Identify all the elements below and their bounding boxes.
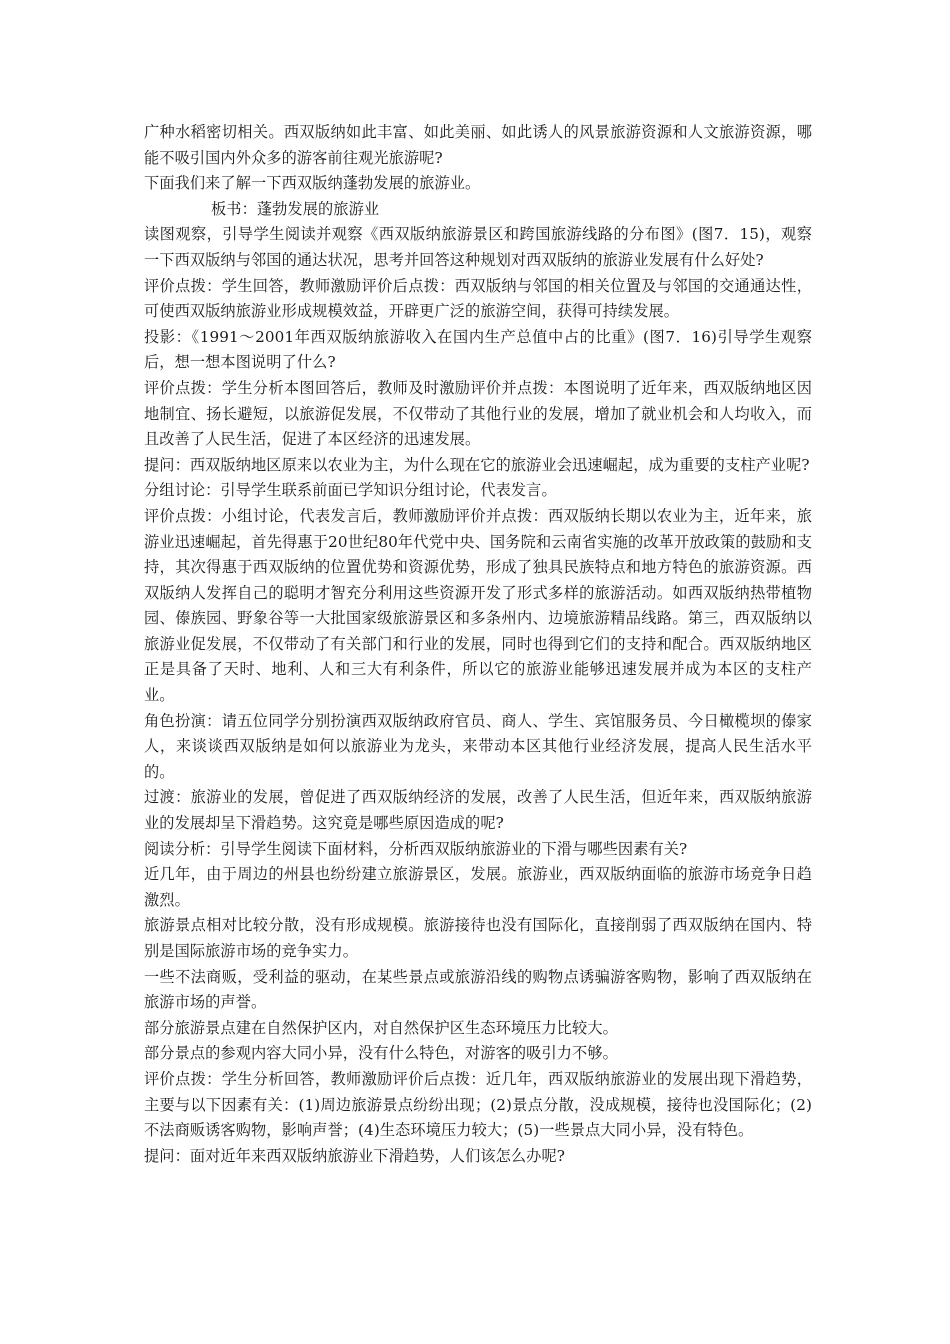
paragraph: 评价点拨：学生回答，教师激励评价后点拨：西双版纳与邻国的相关位置及与邻国的交通通达性，可使西双版纳旅游业形成规模效益，开辟更广泛的旅游空间，获得可持续发展。 — [144, 276, 812, 321]
paragraph: 一些不法商贩，受利益的驱动，在某些景点或旅游沿线的购物点诱骗游客购物，影响了西双版纳在旅游市场的声誉。 — [144, 967, 812, 1012]
paragraph: 部分景点的参观内容大同小异，没有什么特色，对游客的吸引力不够。 — [144, 1044, 618, 1063]
paragraph: 分组讨论：引导学生联系前面已学知识分组讨论，代表发言。 — [144, 481, 557, 500]
paragraph: 下面我们来了解一下西双版纳蓬勃发展的旅游业。 — [144, 174, 481, 193]
board-heading: 板书：蓬勃发展的旅游业 — [211, 199, 380, 218]
paragraph: 角色扮演：请五位同学分别扮演西双版纳政府官员、商人、学生、宾馆服务员、今日橄榄坝的傣家人，来谈谈西双版纳是如何以旅游业为龙头，来带动本区其他行业经济发展，提高人民生活水平的。 — [144, 711, 812, 781]
paragraph: 部分旅游景点建在自然保护区内，对自然保护区生态环境压力比较大。 — [144, 1018, 618, 1037]
paragraph: 读图观察，引导学生阅读并观察《西双版纳旅游景区和跨国旅游线路的分布图》(图7．15)，观察一下西双版纳与邻国的通达状况，思考并回答这种规划对西双版纳的旅游业发展有什么好处? — [144, 225, 812, 269]
paragraph: 评价点拨：学生分析本图回答后，教师及时激励评价并点拨：本图说明了近年来，西双版纳地区因地制宜、扬长避短，以旅游促发展，不仅带动了其他行业的发展，增加了就业机会和人均收入，而且改善了人民生活，促进了本区经济的迅速发展。 — [144, 378, 812, 449]
paragraph: 旅游景点相对比较分散，没有形成规模。旅游接待也没有国际化，直接削弱了西双版纳在国内、特别是国际旅游市场的竞争实力。 — [144, 916, 812, 960]
paragraph: 评价点拨：小组讨论，代表发言后，教师激励评价并点拨：西双版纳长期以农业为主，近年来，旅游业迅速崛起，首先得惠于20世纪80年代党中央、国务院和云南省实施的改革开放政策的鼓励和支持，其次得惠于西双版纳的位置优势和资源优势，形成了独具民族特点和地方特色的旅游资源。西双版纳人发挥自己的聪明才智充分利用这些资源开发了形式多样的旅游活动。如西双版纳热带植物园、傣族园、野象谷等一大批国家级旅游景区和多条州内、边境旅游精品线路。第三，西双版纳以旅游业促发展，不仅带动了有关部门和行业的发展，同时也得到它们的支持和配合。西双版纳地区正是具备了天时、地利、人和三大有利条件，所以它的旅游业能够迅速发展并成为本区的支柱产业。 — [144, 506, 812, 705]
paragraph: 广种水稻密切相关。西双版纳如此丰富、如此美丽、如此诱人的风景旅游资源和人文旅游资源，哪能不吸引国内外众多的游客前往观光旅游呢? — [144, 123, 812, 167]
paragraph: 提问：面对近年来西双版纳旅游业下滑趋势，人们该怎么办呢? — [144, 1146, 566, 1165]
paragraph: 近几年，由于周边的州县也纷纷建立旅游景区，发展。旅游业，西双版纳面临的旅游市场竞争日趋激烈。 — [144, 865, 812, 909]
paragraph: 评价点拨：学生分析回答，教师激励评价后点拨：近几年，西双版纳旅游业的发展出现下滑趋势，主要与以下因素有关：(1)周边旅游景点纷纷出现；(2)景点分散，没成规模，接待也没国际化；(2)不法商贩诱客购物，影响声誉；(4)生态环境压力较大；(5)一些景点大同小异，没有特色。 — [144, 1069, 812, 1140]
paragraph: 过渡：旅游业的发展，曾促进了西双版纳经济的发展，改善了人民生活，但近年来，西双版纳旅游业的发展却呈下滑趋势。这究竟是哪些原因造成的呢? — [144, 788, 812, 833]
paragraph: 提问：西双版纳地区原来以农业为主，为什么现在它的旅游业会迅速崛起，成为重要的支柱产业呢? — [144, 455, 810, 474]
paragraph: 阅读分析：引导学生阅读下面材料，分析西双版纳旅游业的下滑与哪些因素有关? — [144, 839, 688, 858]
document-body — [144, 120, 812, 1169]
paragraph: 投影：《1991～2001年西双版纳旅游收入在国内生产总值中占的比重》(图7．16)引导学生观察后，想一想本图说明了什么? — [144, 327, 812, 372]
